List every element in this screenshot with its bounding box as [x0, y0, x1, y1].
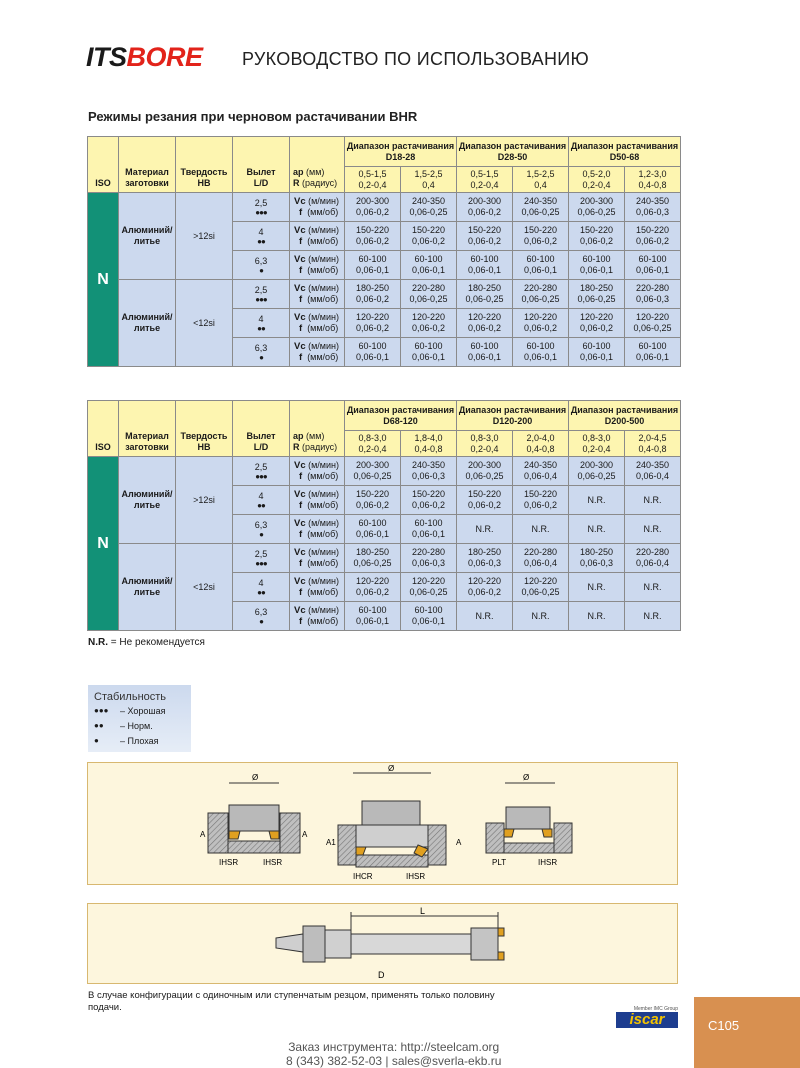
ap-r-value: 0,5-1,5 0,2-0,4: [457, 167, 513, 193]
overhang-cell: 6,3 ●: [233, 338, 290, 367]
param-cell: Vc (м/мин) f (мм/об): [290, 573, 345, 602]
ap-r-value: 0,8-3,0 0,2-0,4: [345, 431, 401, 457]
legend-title: Стабильность: [94, 691, 167, 703]
config-left: [200, 773, 308, 867]
value-cell: 150-220 0,06-0,2: [345, 486, 401, 515]
contact-info: Заказ инструмента: http://steelcam.org 8 (343) 382-52-03 | sales@sverla-ekb.ru: [286, 1040, 502, 1068]
config-right: [486, 773, 572, 867]
value-cell: 60-100 0,06-0,1: [401, 602, 457, 631]
ap-r-value: 1,5-2,5 0,4: [513, 167, 569, 193]
value-cell: 120-220 0,06-0,2: [345, 573, 401, 602]
value-cell: 200-300 0,06-0,2: [345, 193, 401, 222]
value-cell: 200-300 0,06-0,25: [345, 457, 401, 486]
value-cell: N.R.: [513, 602, 569, 631]
value-cell: 240-350 0,06-0,3: [625, 193, 681, 222]
overhang-cell: 2,5 ●●●: [233, 457, 290, 486]
ap-header: ар (мм) R (радиус): [290, 401, 345, 457]
svg-text:Ø: Ø: [523, 773, 530, 782]
value-cell: 220-280 0,06-0,3: [401, 544, 457, 573]
value-cell: 180-250 0,06-0,25: [345, 544, 401, 573]
value-cell: 180-250 0,06-0,25: [569, 280, 625, 309]
overhang-cell: 4 ●●: [233, 309, 290, 338]
value-cell: 60-100 0,06-0,1: [569, 338, 625, 367]
param-cell: Vc (м/мин) f (мм/об): [290, 515, 345, 544]
value-cell: 60-100 0,06-0,1: [625, 251, 681, 280]
value-cell: 220-280 0,06-0,3: [625, 280, 681, 309]
ap-r-value: 2,0-4,5 0,4-0,8: [625, 431, 681, 457]
value-cell: 120-220 0,06-0,25: [401, 573, 457, 602]
cutting-table-1: [87, 136, 681, 367]
value-cell: 240-350 0,06-0,3: [401, 457, 457, 486]
material-cell: Алюминий/ литье: [119, 457, 176, 544]
iso-header: ISO: [88, 137, 119, 193]
svg-text:IHSR: IHSR: [538, 858, 558, 867]
value-cell: 150-220 0,06-0,2: [401, 222, 457, 251]
hardness-cell: <12si: [176, 280, 233, 367]
page-title: РУКОВОДСТВО ПО ИСПОЛЬЗОВАНИЮ: [242, 49, 589, 69]
value-cell: N.R.: [625, 515, 681, 544]
ap-r-value: 1,8-4,0 0,4-0,8: [401, 431, 457, 457]
overhang-cell: 4 ●●: [233, 486, 290, 515]
value-cell: 200-300 0,06-0,25: [457, 457, 513, 486]
section-title: Режимы резания при черновом растачивании BHR: [88, 109, 418, 124]
value-cell: 60-100 0,06-0,1: [625, 338, 681, 367]
value-cell: 60-100 0,06-0,1: [457, 251, 513, 280]
value-cell: 120-220 0,06-0,2: [345, 309, 401, 338]
value-cell: N.R.: [625, 573, 681, 602]
value-cell: 200-300 0,06-0,25: [569, 193, 625, 222]
material-header: Материал заготовки: [119, 401, 176, 457]
value-cell: 200-300 0,06-0,25: [569, 457, 625, 486]
value-cell: 180-250 0,06-0,3: [569, 544, 625, 573]
hardness-header: Твердость HB: [176, 401, 233, 457]
range-header: Диапазон растачивания D200-500: [569, 401, 681, 431]
svg-text:IHSR: IHSR: [219, 858, 239, 867]
svg-text:Ø: Ø: [252, 773, 259, 782]
value-cell: 60-100 0,06-0,1: [345, 251, 401, 280]
value-cell: 120-220 0,06-0,2: [457, 573, 513, 602]
value-cell: 180-250 0,06-0,25: [457, 280, 513, 309]
ap-header: ар (мм) R (радиус): [290, 137, 345, 193]
svg-text:PLT: PLT: [492, 858, 507, 867]
value-cell: 120-220 0,06-0,2: [457, 309, 513, 338]
svg-text:L: L: [420, 906, 426, 916]
iso-n-cell: N: [88, 193, 119, 367]
param-cell: Vc (м/мин) f (мм/об): [290, 602, 345, 631]
value-cell: 180-250 0,06-0,2: [345, 280, 401, 309]
value-cell: 60-100 0,06-0,1: [401, 515, 457, 544]
svg-text:A: A: [200, 830, 206, 839]
value-cell: 150-220 0,06-0,2: [513, 486, 569, 515]
value-cell: 60-100 0,06-0,1: [513, 251, 569, 280]
ap-r-value: 0,5-1,5 0,2-0,4: [345, 167, 401, 193]
table-row: [88, 193, 681, 222]
value-cell: N.R.: [569, 486, 625, 515]
iso-n-cell: N: [88, 457, 119, 631]
overhang-cell: 4 ●●: [233, 222, 290, 251]
range-header: Диапазон растачивания D68-120: [345, 401, 457, 431]
range-header: Диапазон растачивания D28-50: [457, 137, 569, 167]
value-cell: 220-280 0,06-0,4: [625, 544, 681, 573]
svg-text:A: A: [302, 830, 308, 839]
boring-configurations-diagram: [87, 762, 678, 885]
value-cell: 220-280 0,06-0,4: [513, 544, 569, 573]
value-cell: 240-350 0,06-0,4: [625, 457, 681, 486]
overhang-header: Вылет L/D: [233, 137, 290, 193]
value-cell: N.R.: [569, 515, 625, 544]
value-cell: 150-220 0,06-0,2: [401, 486, 457, 515]
value-cell: 150-220 0,06-0,2: [457, 486, 513, 515]
ap-r-value: 2,0-4,0 0,4-0,8: [513, 431, 569, 457]
param-cell: Vc (м/мин) f (мм/об): [290, 280, 345, 309]
material-header: Материал заготовки: [119, 137, 176, 193]
value-cell: N.R.: [569, 602, 625, 631]
hardness-cell: >12si: [176, 457, 233, 544]
value-cell: 120-220 0,06-0,2: [401, 309, 457, 338]
value-cell: 150-220 0,06-0,2: [513, 222, 569, 251]
value-cell: 240-350 0,06-0,25: [401, 193, 457, 222]
param-cell: Vc (м/мин) f (мм/об): [290, 486, 345, 515]
overhang-cell: 2,5 ●●●: [233, 544, 290, 573]
svg-text:A1: A1: [326, 838, 336, 847]
param-cell: Vc (м/мин) f (мм/об): [290, 222, 345, 251]
value-cell: N.R.: [625, 486, 681, 515]
material-cell: Алюминий/ литье: [119, 544, 176, 631]
overhang-cell: 4 ●●: [233, 573, 290, 602]
ap-r-value: 1,2-3,0 0,4-0,8: [625, 167, 681, 193]
svg-text:IHSR: IHSR: [406, 872, 426, 881]
hardness-cell: <12si: [176, 544, 233, 631]
overhang-cell: 6,3 ●: [233, 515, 290, 544]
param-cell: Vc (м/мин) f (мм/об): [290, 251, 345, 280]
range-header: Диапазон растачивания D120-200: [457, 401, 569, 431]
value-cell: 60-100 0,06-0,1: [401, 338, 457, 367]
ap-r-value: 0,8-3,0 0,2-0,4: [569, 431, 625, 457]
hardness-cell: >12si: [176, 193, 233, 280]
legend-item: ●● – Норм.: [94, 721, 153, 731]
itsbore-logo: ITSBORE: [86, 42, 203, 72]
ap-r-value: 1,5-2,5 0,4: [401, 167, 457, 193]
value-cell: 240-350 0,06-0,25: [513, 193, 569, 222]
range-header: Диапазон растачивания D50-68: [569, 137, 681, 167]
param-cell: Vc (м/мин) f (мм/об): [290, 193, 345, 222]
value-cell: 60-100 0,06-0,1: [345, 602, 401, 631]
value-cell: 120-220 0,06-0,25: [513, 573, 569, 602]
nr-note: N.R. = Не рекомендуется: [88, 637, 205, 648]
svg-text:Ø: Ø: [388, 764, 395, 773]
value-cell: 60-100 0,06-0,1: [569, 251, 625, 280]
stability-legend: [88, 685, 191, 752]
tool-assembly-diagram: [87, 903, 678, 984]
legend-item: ● – Плохая: [94, 736, 159, 746]
value-cell: 60-100 0,06-0,1: [345, 515, 401, 544]
value-cell: N.R.: [513, 515, 569, 544]
value-cell: 60-100 0,06-0,1: [457, 338, 513, 367]
material-cell: Алюминий/ литье: [119, 280, 176, 367]
svg-text:IHCR: IHCR: [353, 872, 373, 881]
range-header: Диапазон растачивания D18-28: [345, 137, 457, 167]
value-cell: 240-350 0,06-0,4: [513, 457, 569, 486]
value-cell: 120-220 0,06-0,2: [569, 309, 625, 338]
value-cell: N.R.: [569, 573, 625, 602]
table-row: [88, 280, 681, 309]
page-code-box: C105: [694, 997, 800, 1068]
value-cell: 120-220 0,06-0,2: [513, 309, 569, 338]
value-cell: N.R.: [457, 515, 513, 544]
ap-r-value: 0,5-2,0 0,2-0,4: [569, 167, 625, 193]
param-cell: Vc (м/мин) f (мм/об): [290, 338, 345, 367]
iscar-logo: Member IMC Group iscar: [616, 1006, 678, 1028]
value-cell: 150-220 0,06-0,2: [345, 222, 401, 251]
svg-text:A: A: [456, 838, 462, 847]
value-cell: 120-220 0,06-0,25: [625, 309, 681, 338]
overhang-cell: 2,5 ●●●: [233, 193, 290, 222]
iso-header: ISO: [88, 401, 119, 457]
legend-item: ●●● – Хорошая: [94, 706, 166, 716]
hardness-header: Твердость HB: [176, 137, 233, 193]
cutting-table-2: [87, 400, 681, 631]
param-cell: Vc (м/мин) f (мм/об): [290, 457, 345, 486]
table-row: [88, 457, 681, 486]
value-cell: N.R.: [457, 602, 513, 631]
svg-text:IHSR: IHSR: [263, 858, 283, 867]
table-row: [88, 544, 681, 573]
value-cell: 200-300 0,06-0,2: [457, 193, 513, 222]
material-cell: Алюминий/ литье: [119, 193, 176, 280]
value-cell: 220-280 0,06-0,25: [401, 280, 457, 309]
overhang-cell: 6,3 ●: [233, 251, 290, 280]
value-cell: 150-220 0,06-0,2: [569, 222, 625, 251]
param-cell: Vc (м/мин) f (мм/об): [290, 544, 345, 573]
overhang-cell: 2,5 ●●●: [233, 280, 290, 309]
param-cell: Vc (м/мин) f (мм/об): [290, 309, 345, 338]
config-middle: [326, 764, 462, 881]
value-cell: 60-100 0,06-0,1: [513, 338, 569, 367]
svg-text:D: D: [378, 970, 385, 980]
overhang-header: Вылет L/D: [233, 401, 290, 457]
value-cell: 150-220 0,06-0,2: [625, 222, 681, 251]
value-cell: N.R.: [625, 602, 681, 631]
overhang-cell: 6,3 ●: [233, 602, 290, 631]
footnote: В случае конфигурации с одиночным или ступенчатым резцом, применять только половину подачи.: [88, 990, 495, 1013]
value-cell: 150-220 0,06-0,2: [457, 222, 513, 251]
ap-r-value: 0,8-3,0 0,2-0,4: [457, 431, 513, 457]
value-cell: 60-100 0,06-0,1: [345, 338, 401, 367]
value-cell: 220-280 0,06-0,25: [513, 280, 569, 309]
value-cell: 180-250 0,06-0,3: [457, 544, 513, 573]
value-cell: 60-100 0,06-0,1: [401, 251, 457, 280]
